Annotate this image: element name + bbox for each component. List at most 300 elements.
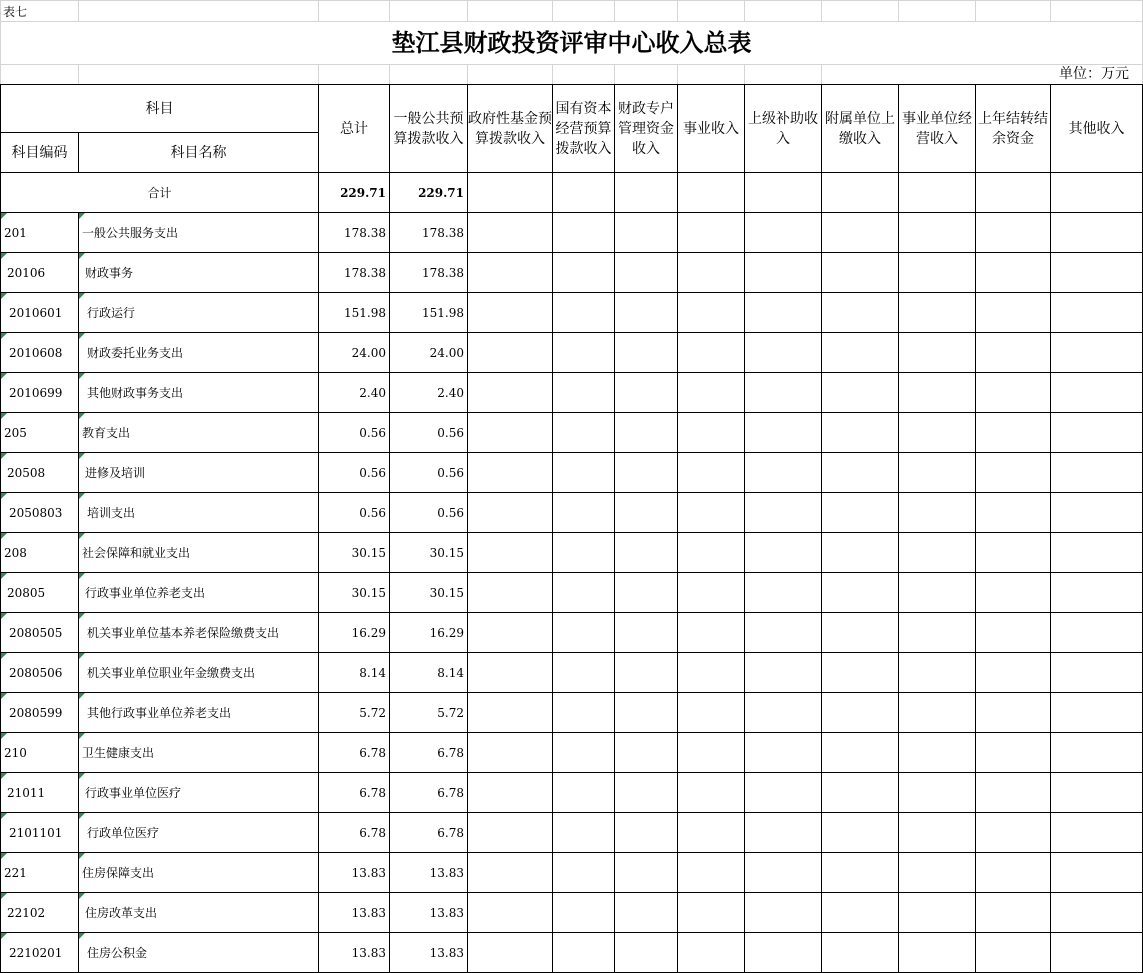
empty-cell bbox=[468, 213, 553, 253]
empty-cell bbox=[822, 253, 899, 293]
income-summary-table bbox=[0, 84, 1143, 973]
empty-cell bbox=[553, 773, 615, 813]
empty-cell bbox=[822, 733, 899, 773]
empty-cell bbox=[899, 173, 976, 213]
empty-cell bbox=[899, 293, 976, 333]
empty-cell bbox=[468, 693, 553, 733]
empty-cell bbox=[553, 853, 615, 893]
empty-cell bbox=[678, 853, 745, 893]
empty-cell bbox=[976, 173, 1051, 213]
empty-cell bbox=[1051, 573, 1143, 613]
empty-cell bbox=[1051, 253, 1143, 293]
empty-cell bbox=[976, 653, 1051, 693]
subject-name-cell bbox=[79, 733, 319, 773]
general-public-cell: 178.38 bbox=[390, 213, 468, 253]
header-subject: 科目 bbox=[1, 85, 319, 133]
green-triangle-icon bbox=[79, 533, 85, 539]
subject-code-cell bbox=[1, 373, 79, 413]
table-row bbox=[1, 773, 1143, 813]
subject-code-cell bbox=[1, 333, 79, 373]
header-subject-code: 科目编码 bbox=[1, 133, 79, 173]
header-business-income: 事业收入 bbox=[678, 85, 745, 173]
empty-cell bbox=[899, 533, 976, 573]
empty-cell bbox=[553, 613, 615, 653]
table-row bbox=[1, 853, 1143, 893]
total-cell: 0.56 bbox=[319, 413, 390, 453]
empty-cell bbox=[976, 573, 1051, 613]
subject-code-cell bbox=[1, 293, 79, 333]
empty-cell bbox=[1051, 813, 1143, 853]
empty-cell bbox=[678, 933, 745, 973]
subject-name: 其他财政事务支出 bbox=[87, 386, 184, 400]
subject-name-cell bbox=[79, 493, 319, 533]
header-superior-subsidy: 上级补助收入 bbox=[745, 85, 822, 173]
total-label: 合计 bbox=[1, 173, 319, 213]
subject-code-cell bbox=[1, 413, 79, 453]
empty-cell bbox=[678, 653, 745, 693]
empty-cell bbox=[678, 453, 745, 493]
general-public-cell: 30.15 bbox=[390, 533, 468, 573]
empty-cell bbox=[745, 333, 822, 373]
green-triangle-icon bbox=[1, 893, 7, 899]
empty-cell bbox=[1051, 173, 1143, 213]
empty-cell bbox=[1051, 853, 1143, 893]
empty-cell bbox=[822, 693, 899, 733]
empty-cell bbox=[468, 653, 553, 693]
empty-cell bbox=[822, 893, 899, 933]
empty-cell bbox=[468, 853, 553, 893]
subject-code-cell bbox=[1, 893, 79, 933]
subject-name: 其他行政事业单位养老支出 bbox=[87, 706, 232, 720]
unit-label: 单位：万元 bbox=[1059, 66, 1129, 82]
empty-cell bbox=[468, 253, 553, 293]
green-triangle-icon bbox=[1, 253, 7, 259]
subject-code: 221 bbox=[4, 865, 27, 880]
empty-cell bbox=[822, 293, 899, 333]
green-triangle-icon bbox=[79, 733, 85, 739]
empty-cell bbox=[745, 653, 822, 693]
empty-cell bbox=[678, 213, 745, 253]
empty-cell bbox=[615, 533, 678, 573]
empty-cell bbox=[553, 933, 615, 973]
empty-cell bbox=[822, 653, 899, 693]
empty-cell bbox=[553, 253, 615, 293]
green-triangle-icon bbox=[79, 453, 85, 459]
header-state-capital: 国有资本经营预算拨款收入 bbox=[553, 85, 615, 173]
empty-cell bbox=[553, 733, 615, 773]
empty-cell bbox=[678, 573, 745, 613]
empty-cell bbox=[615, 733, 678, 773]
empty-cell bbox=[1051, 893, 1143, 933]
general-public-cell: 24.00 bbox=[390, 333, 468, 373]
subject-code: 2080505 bbox=[9, 625, 63, 640]
table-row bbox=[1, 693, 1143, 733]
subject-code-cell bbox=[1, 733, 79, 773]
subject-name-cell bbox=[79, 213, 319, 253]
total-cell: 8.14 bbox=[319, 653, 390, 693]
empty-cell bbox=[1051, 933, 1143, 973]
empty-cell bbox=[745, 893, 822, 933]
subject-code-cell bbox=[1, 773, 79, 813]
empty-cell bbox=[468, 933, 553, 973]
empty-cell bbox=[678, 533, 745, 573]
total-cell: 6.78 bbox=[319, 733, 390, 773]
empty-cell bbox=[553, 693, 615, 733]
empty-cell bbox=[553, 453, 615, 493]
table-row bbox=[1, 613, 1143, 653]
empty-cell bbox=[899, 853, 976, 893]
green-triangle-icon bbox=[1, 653, 7, 659]
empty-cell bbox=[553, 653, 615, 693]
empty-cell bbox=[678, 813, 745, 853]
green-triangle-icon bbox=[79, 253, 85, 259]
empty-cell bbox=[745, 853, 822, 893]
green-triangle-icon bbox=[1, 933, 7, 939]
header-special-account: 财政专户管理资金收入 bbox=[615, 85, 678, 173]
empty-cell bbox=[822, 853, 899, 893]
empty-cell bbox=[615, 573, 678, 613]
subject-name-cell bbox=[79, 453, 319, 493]
table-row bbox=[1, 573, 1143, 613]
empty-cell bbox=[468, 293, 553, 333]
table-row bbox=[1, 813, 1143, 853]
table-row bbox=[1, 653, 1143, 693]
empty-cell bbox=[1051, 413, 1143, 453]
subject-name-cell bbox=[79, 613, 319, 653]
empty-cell bbox=[678, 253, 745, 293]
general-public-cell: 6.78 bbox=[390, 813, 468, 853]
empty-cell bbox=[745, 413, 822, 453]
green-triangle-icon bbox=[79, 853, 85, 859]
subject-code: 2010699 bbox=[9, 385, 63, 400]
green-triangle-icon bbox=[79, 573, 85, 579]
general-public-cell: 2.40 bbox=[390, 373, 468, 413]
empty-cell bbox=[976, 453, 1051, 493]
total-cell: 13.83 bbox=[319, 893, 390, 933]
green-triangle-icon bbox=[79, 333, 85, 339]
total-cell: 16.29 bbox=[319, 613, 390, 653]
header-subject-name: 科目名称 bbox=[79, 133, 319, 173]
green-triangle-icon bbox=[1, 373, 7, 379]
empty-cell bbox=[899, 613, 976, 653]
empty-cell bbox=[745, 493, 822, 533]
empty-cell bbox=[745, 733, 822, 773]
empty-cell bbox=[615, 853, 678, 893]
empty-cell bbox=[1051, 533, 1143, 573]
empty-cell bbox=[745, 453, 822, 493]
subject-code: 205 bbox=[4, 425, 27, 440]
empty-cell bbox=[745, 173, 822, 213]
empty-cell bbox=[976, 613, 1051, 653]
green-triangle-icon bbox=[1, 333, 7, 339]
empty-cell bbox=[678, 173, 745, 213]
header-general-public: 一般公共预算拨款收入 bbox=[390, 85, 468, 173]
subject-name-cell bbox=[79, 773, 319, 813]
green-triangle-icon bbox=[79, 293, 85, 299]
subject-name-cell bbox=[79, 813, 319, 853]
empty-cell bbox=[615, 413, 678, 453]
empty-cell bbox=[976, 373, 1051, 413]
empty-cell bbox=[468, 773, 553, 813]
subject-code: 20106 bbox=[7, 265, 46, 280]
general-public-cell: 13.83 bbox=[390, 933, 468, 973]
green-triangle-icon bbox=[1, 773, 7, 779]
empty-cell bbox=[976, 293, 1051, 333]
empty-cell bbox=[822, 573, 899, 613]
subject-code-cell bbox=[1, 613, 79, 653]
total-row bbox=[1, 173, 1143, 213]
empty-cell bbox=[745, 293, 822, 333]
empty-cell bbox=[976, 493, 1051, 533]
empty-cell bbox=[468, 413, 553, 453]
empty-cell bbox=[678, 293, 745, 333]
empty-cell bbox=[1051, 733, 1143, 773]
green-triangle-icon bbox=[1, 813, 7, 819]
empty-cell bbox=[822, 613, 899, 653]
subject-name-cell bbox=[79, 933, 319, 973]
total-cell: 30.15 bbox=[319, 573, 390, 613]
subject-name: 住房改革支出 bbox=[85, 906, 158, 920]
total-cell: 24.00 bbox=[319, 333, 390, 373]
green-triangle-icon bbox=[79, 693, 85, 699]
empty-cell bbox=[822, 933, 899, 973]
empty-cell bbox=[1051, 453, 1143, 493]
empty-cell bbox=[822, 413, 899, 453]
empty-cell bbox=[822, 453, 899, 493]
empty-cell bbox=[745, 933, 822, 973]
subject-code-cell bbox=[1, 693, 79, 733]
general-public-cell: 16.29 bbox=[390, 613, 468, 653]
table-row bbox=[1, 253, 1143, 293]
subject-name-cell bbox=[79, 893, 319, 933]
subject-name-cell bbox=[79, 653, 319, 693]
empty-cell bbox=[468, 893, 553, 933]
subject-code-cell bbox=[1, 213, 79, 253]
subject-code-cell bbox=[1, 853, 79, 893]
empty-cell bbox=[1051, 613, 1143, 653]
subject-name-cell bbox=[79, 533, 319, 573]
general-public-cell: 13.83 bbox=[390, 853, 468, 893]
subject-name-cell bbox=[79, 413, 319, 453]
green-triangle-icon bbox=[1, 293, 7, 299]
general-public-cell: 6.78 bbox=[390, 773, 468, 813]
empty-cell bbox=[615, 293, 678, 333]
empty-cell bbox=[745, 253, 822, 293]
subject-name: 财政事务 bbox=[85, 266, 134, 280]
empty-cell bbox=[745, 213, 822, 253]
empty-cell bbox=[553, 813, 615, 853]
table-row bbox=[1, 333, 1143, 373]
empty-cell bbox=[1051, 213, 1143, 253]
general-public-cell: 0.56 bbox=[390, 493, 468, 533]
empty-cell bbox=[976, 853, 1051, 893]
empty-cell bbox=[822, 533, 899, 573]
empty-cell bbox=[1051, 773, 1143, 813]
green-triangle-icon bbox=[1, 613, 7, 619]
green-triangle-icon bbox=[79, 373, 85, 379]
green-triangle-icon bbox=[1, 733, 7, 739]
general-public-cell: 5.72 bbox=[390, 693, 468, 733]
empty-cell bbox=[822, 373, 899, 413]
empty-cell bbox=[976, 213, 1051, 253]
empty-cell bbox=[553, 493, 615, 533]
empty-cell bbox=[822, 493, 899, 533]
green-triangle-icon bbox=[79, 773, 85, 779]
total-cell: 13.83 bbox=[319, 933, 390, 973]
empty-cell bbox=[745, 813, 822, 853]
empty-cell bbox=[899, 893, 976, 933]
general-public-cell: 0.56 bbox=[390, 413, 468, 453]
empty-cell bbox=[615, 493, 678, 533]
empty-cell bbox=[615, 813, 678, 853]
empty-cell bbox=[899, 653, 976, 693]
empty-cell bbox=[553, 213, 615, 253]
subject-name: 行政事业单位养老支出 bbox=[85, 586, 206, 600]
subject-code: 210 bbox=[4, 745, 27, 760]
empty-cell bbox=[899, 693, 976, 733]
green-triangle-icon bbox=[1, 573, 7, 579]
empty-cell bbox=[899, 253, 976, 293]
empty-cell bbox=[678, 733, 745, 773]
subject-code: 2080599 bbox=[9, 705, 63, 720]
empty-cell bbox=[678, 893, 745, 933]
total-sum-cell: 229.71 bbox=[319, 173, 390, 213]
empty-cell bbox=[822, 773, 899, 813]
general-public-cell: 8.14 bbox=[390, 653, 468, 693]
green-triangle-icon bbox=[79, 413, 85, 419]
empty-cell bbox=[678, 693, 745, 733]
subject-name: 卫生健康支出 bbox=[82, 746, 155, 760]
empty-cell bbox=[468, 493, 553, 533]
subject-name: 住房公积金 bbox=[87, 946, 148, 960]
green-triangle-icon bbox=[1, 493, 7, 499]
subject-name: 教育支出 bbox=[82, 426, 131, 440]
subject-code-cell bbox=[1, 493, 79, 533]
table-row bbox=[1, 453, 1143, 493]
subject-code-cell bbox=[1, 453, 79, 493]
subject-code: 20805 bbox=[7, 585, 46, 600]
empty-cell bbox=[615, 653, 678, 693]
empty-cell bbox=[899, 373, 976, 413]
subject-name: 财政委托业务支出 bbox=[87, 346, 184, 360]
empty-cell bbox=[745, 613, 822, 653]
table-row bbox=[1, 493, 1143, 533]
empty-cell bbox=[976, 733, 1051, 773]
total-cell: 0.56 bbox=[319, 493, 390, 533]
general-public-cell: 30.15 bbox=[390, 573, 468, 613]
subject-code: 22102 bbox=[7, 905, 46, 920]
green-triangle-icon bbox=[79, 613, 85, 619]
empty-cell bbox=[899, 733, 976, 773]
total-cell: 30.15 bbox=[319, 533, 390, 573]
empty-cell bbox=[1051, 293, 1143, 333]
empty-cell bbox=[553, 293, 615, 333]
empty-cell bbox=[615, 213, 678, 253]
subject-code-cell bbox=[1, 813, 79, 853]
header-gov-fund: 政府性基金预算拨款收入 bbox=[468, 85, 553, 173]
empty-cell bbox=[615, 693, 678, 733]
empty-cell bbox=[468, 613, 553, 653]
empty-cell bbox=[1051, 653, 1143, 693]
empty-cell bbox=[678, 773, 745, 813]
empty-cell bbox=[468, 373, 553, 413]
empty-cell bbox=[678, 333, 745, 373]
empty-cell bbox=[553, 893, 615, 933]
empty-cell bbox=[468, 733, 553, 773]
empty-cell bbox=[976, 253, 1051, 293]
empty-cell bbox=[678, 493, 745, 533]
total-general-cell: 229.71 bbox=[390, 173, 468, 213]
green-triangle-icon bbox=[79, 933, 85, 939]
empty-cell bbox=[553, 533, 615, 573]
total-cell: 13.83 bbox=[319, 853, 390, 893]
total-cell: 6.78 bbox=[319, 813, 390, 853]
general-public-cell: 6.78 bbox=[390, 733, 468, 773]
empty-cell bbox=[745, 773, 822, 813]
empty-cell bbox=[553, 413, 615, 453]
header-prior-year-balance: 上年结转结余资金 bbox=[976, 85, 1051, 173]
empty-cell bbox=[468, 813, 553, 853]
empty-cell bbox=[615, 933, 678, 973]
subject-name-cell bbox=[79, 693, 319, 733]
subject-code: 2050803 bbox=[9, 505, 63, 520]
empty-cell bbox=[976, 813, 1051, 853]
green-triangle-icon bbox=[79, 813, 85, 819]
subject-code-cell bbox=[1, 253, 79, 293]
page-title: 垫江县财政投资评审中心收入总表 bbox=[391, 28, 752, 57]
subject-code: 2101101 bbox=[9, 825, 63, 840]
empty-cell bbox=[468, 533, 553, 573]
empty-cell bbox=[678, 613, 745, 653]
subject-name: 机关事业单位职业年金缴费支出 bbox=[87, 666, 256, 680]
empty-cell bbox=[553, 173, 615, 213]
green-triangle-icon bbox=[1, 413, 7, 419]
subject-code: 2210201 bbox=[9, 945, 63, 960]
empty-cell bbox=[1051, 493, 1143, 533]
total-cell: 2.40 bbox=[319, 373, 390, 413]
total-cell: 5.72 bbox=[319, 693, 390, 733]
total-cell: 0.56 bbox=[319, 453, 390, 493]
empty-cell bbox=[976, 933, 1051, 973]
total-cell: 178.38 bbox=[319, 213, 390, 253]
general-public-cell: 13.83 bbox=[390, 893, 468, 933]
empty-cell bbox=[899, 213, 976, 253]
empty-cell bbox=[822, 213, 899, 253]
empty-cell bbox=[678, 413, 745, 453]
empty-cell bbox=[1051, 333, 1143, 373]
green-triangle-icon bbox=[79, 213, 85, 219]
subject-name-cell bbox=[79, 573, 319, 613]
general-public-cell: 178.38 bbox=[390, 253, 468, 293]
empty-cell bbox=[1051, 693, 1143, 733]
subject-name: 机关事业单位基本养老保险缴费支出 bbox=[87, 626, 280, 640]
empty-cell bbox=[976, 773, 1051, 813]
subject-name-cell bbox=[79, 373, 319, 413]
general-public-cell: 0.56 bbox=[390, 453, 468, 493]
empty-cell bbox=[1051, 373, 1143, 413]
empty-cell bbox=[976, 533, 1051, 573]
empty-cell bbox=[976, 413, 1051, 453]
subject-name-cell bbox=[79, 293, 319, 333]
empty-cell bbox=[976, 333, 1051, 373]
green-triangle-icon bbox=[1, 853, 7, 859]
subject-name: 一般公共服务支出 bbox=[82, 226, 179, 240]
table-row bbox=[1, 733, 1143, 773]
subject-name-cell bbox=[79, 253, 319, 293]
subject-name: 行政单位医疗 bbox=[87, 826, 160, 840]
empty-cell bbox=[745, 573, 822, 613]
empty-cell bbox=[899, 333, 976, 373]
